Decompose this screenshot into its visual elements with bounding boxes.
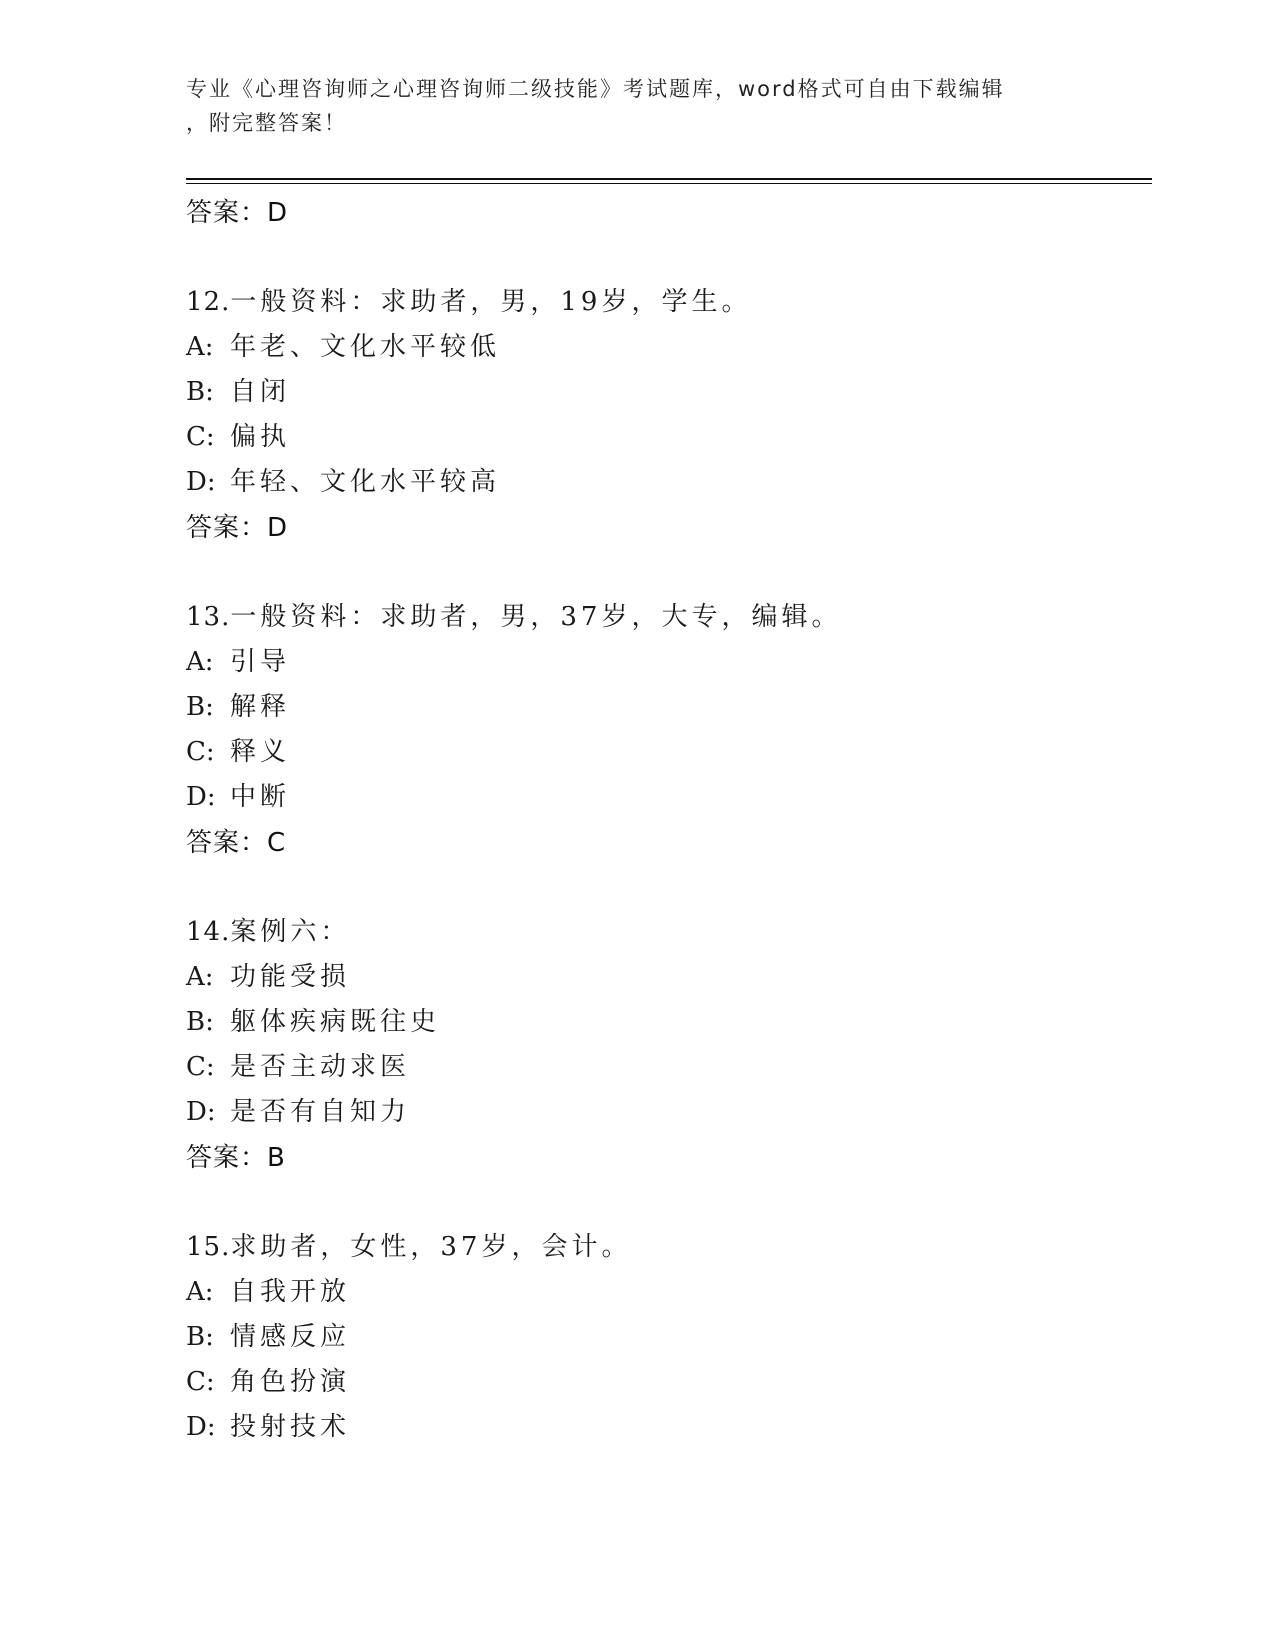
option-key: C:: [186, 737, 215, 767]
question-stem: 一般资料：求助者，男，19岁，学生。: [230, 287, 752, 317]
header-line-1: 专业《心理咨询师之心理咨询师二级技能》考试题库，word格式可自由下载编辑: [186, 77, 1005, 101]
option-text: 自我开放: [230, 1277, 351, 1307]
question-block: [186, 1225, 1152, 1450]
question-stem: 案例六：: [230, 917, 351, 947]
option-text: 引导: [230, 647, 291, 677]
header-note: [186, 72, 1066, 140]
option-c: [186, 1045, 1152, 1090]
answer-value: B: [267, 1143, 286, 1173]
spacer: [186, 1181, 1152, 1225]
option-text: 情感反应: [230, 1322, 351, 1352]
option-a: [186, 955, 1152, 1000]
question-block: [186, 910, 1152, 1181]
option-d: [186, 775, 1152, 820]
option-d: [186, 460, 1152, 505]
option-text: 投射技术: [230, 1412, 351, 1442]
option-c: [186, 730, 1152, 775]
answer-value: D: [267, 198, 289, 228]
option-text: 偏执: [230, 422, 291, 452]
option-b: [186, 370, 1152, 415]
option-text: 角色扮演: [230, 1367, 351, 1397]
option-key: D:: [186, 782, 216, 812]
option-text: 中断: [230, 782, 291, 812]
question-block: [186, 595, 1152, 866]
option-key: B:: [186, 1007, 214, 1037]
option-a: [186, 1270, 1152, 1315]
option-d: [186, 1405, 1152, 1450]
option-key: C:: [186, 1367, 215, 1397]
option-key: C:: [186, 422, 215, 452]
question-text: [186, 910, 1152, 955]
header-line-2: ，附完整答案！: [186, 111, 347, 135]
option-d: [186, 1090, 1152, 1135]
question-text: [186, 595, 1152, 640]
question-text: [186, 280, 1152, 325]
answer-label: 答案：: [186, 198, 268, 228]
option-text: 是否有自知力: [230, 1097, 411, 1127]
option-text: 功能受损: [230, 962, 351, 992]
option-key: C:: [186, 1052, 215, 1082]
option-a: [186, 640, 1152, 685]
answer-line: [186, 505, 1152, 551]
question-number: 13.: [186, 602, 231, 632]
header-rule-thick: [186, 178, 1152, 180]
question-block: [186, 280, 1152, 551]
option-c: [186, 415, 1152, 460]
option-key: D:: [186, 1412, 216, 1442]
option-key: B:: [186, 692, 214, 722]
question-stem: 求助者，女性，37岁，会计。: [230, 1232, 632, 1262]
header-rule-thin: [186, 183, 1152, 184]
option-c: [186, 1360, 1152, 1405]
option-key: A:: [186, 962, 214, 992]
spacer: [186, 866, 1152, 910]
spacer: [186, 551, 1152, 595]
answer-label: 答案：: [186, 1143, 268, 1173]
option-key: B:: [186, 1322, 214, 1352]
option-text: 年老、文化水平较低: [230, 332, 501, 362]
option-text: 自闭: [230, 377, 291, 407]
option-b: [186, 1315, 1152, 1360]
question-number: 15.: [186, 1232, 231, 1262]
question-list: [186, 190, 1152, 1450]
option-b: [186, 1000, 1152, 1045]
question-number: 14.: [186, 917, 231, 947]
answer-line: [186, 190, 1152, 236]
option-key: B:: [186, 377, 214, 407]
question-stem: 一般资料：求助者，男，37岁，大专，编辑。: [230, 602, 842, 632]
answer-value: C: [267, 828, 287, 858]
answer-value: D: [267, 513, 289, 543]
option-key: D:: [186, 467, 216, 497]
answer-label: 答案：: [186, 513, 268, 543]
option-key: D:: [186, 1097, 216, 1127]
question-number: 12.: [186, 287, 231, 317]
option-a: [186, 325, 1152, 370]
option-text: 躯体疾病既往史: [230, 1007, 441, 1037]
option-key: A:: [186, 332, 214, 362]
question-text: [186, 1225, 1152, 1270]
answer-label: 答案：: [186, 828, 268, 858]
option-key: A:: [186, 1277, 214, 1307]
option-text: 解释: [230, 692, 291, 722]
option-text: 释义: [230, 737, 291, 767]
option-key: A:: [186, 647, 214, 677]
answer-line: [186, 1135, 1152, 1181]
option-b: [186, 685, 1152, 730]
answer-line: [186, 820, 1152, 866]
spacer: [186, 236, 1152, 280]
option-text: 年轻、文化水平较高: [230, 467, 501, 497]
option-text: 是否主动求医: [230, 1052, 411, 1082]
